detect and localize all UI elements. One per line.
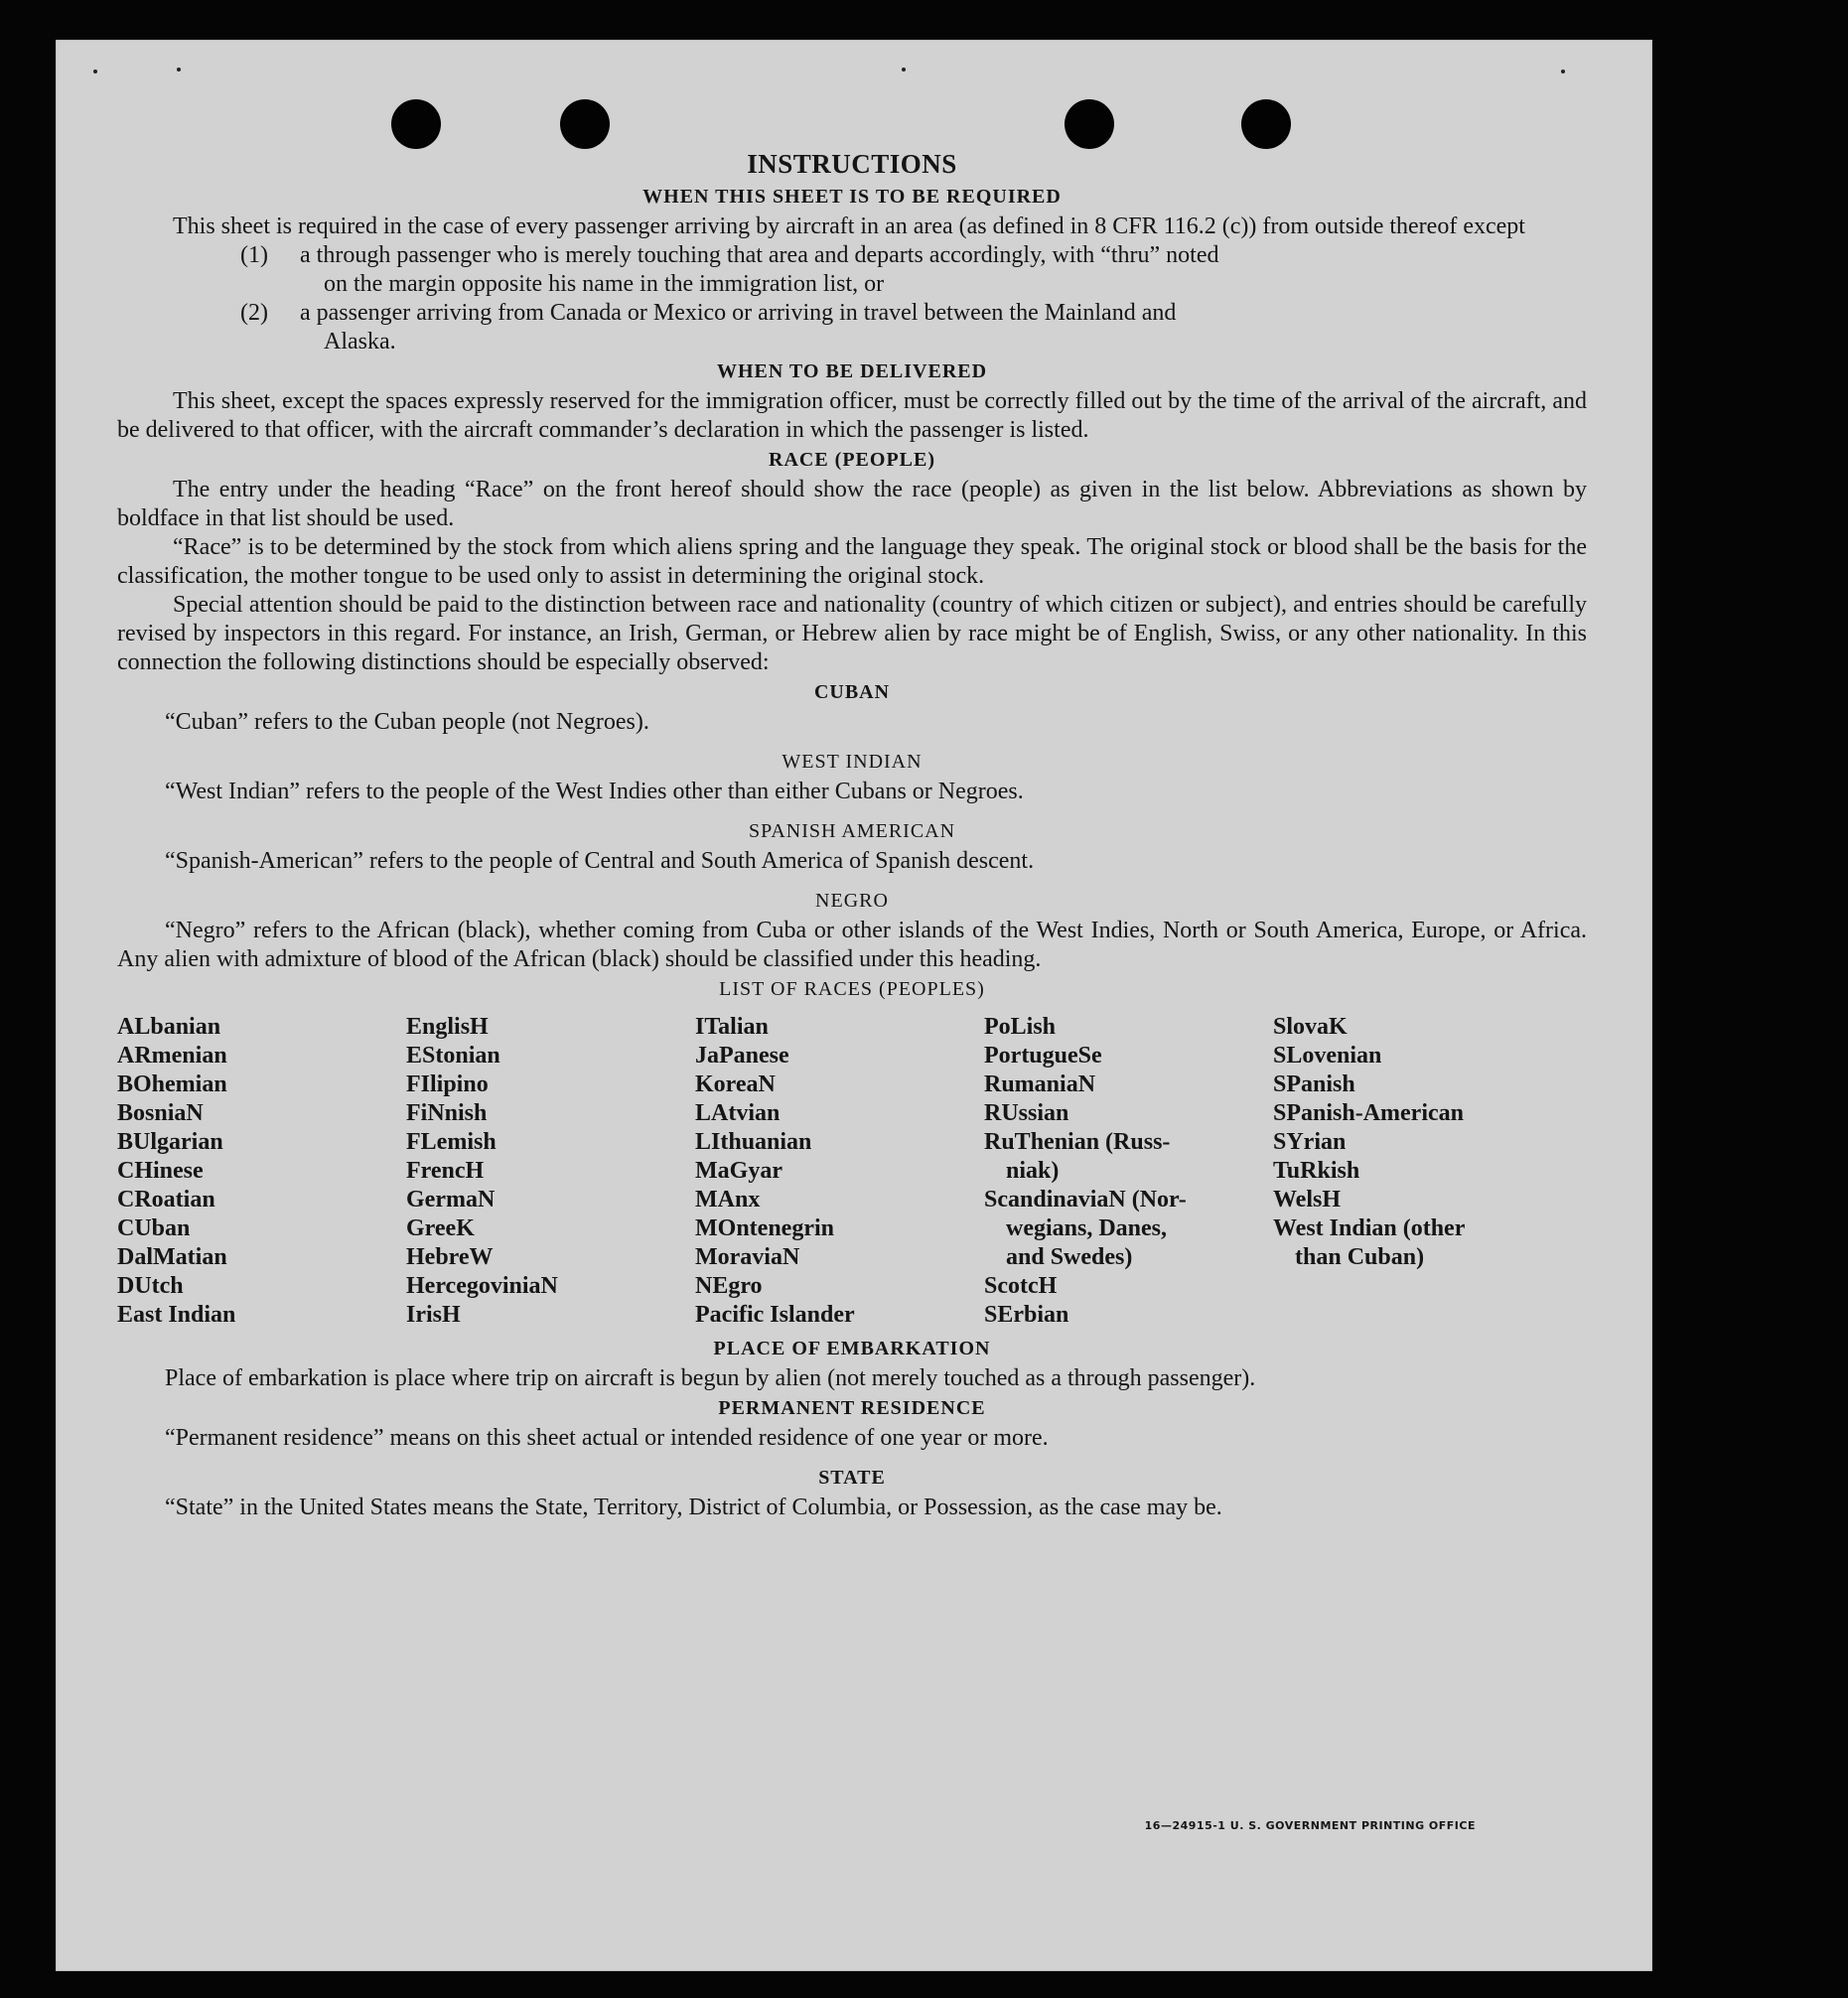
race-entry: MoraviaN [695,1244,800,1270]
heading-embarkation: PLACE OF EMBARKATION [713,1338,991,1359]
race-entry: PoLish [984,1014,1057,1040]
races-column [117,1013,406,1330]
races-column [695,1013,984,1330]
state-text: “State” in the United States means the State, Territory, District of Columbia, or Possession, as the case may be. [165,1495,1222,1520]
cuban-text: “Cuban” refers to the Cuban people (not Negroes). [165,709,649,735]
race-entry: West Indian (other [1273,1215,1466,1241]
race-entry: NEgro [695,1273,763,1299]
race-entry: SYrian [1273,1129,1347,1155]
heading-spanish-american: SPANISH AMERICAN [748,820,956,842]
races-column [984,1013,1273,1330]
race-entry: GreeK [406,1215,475,1241]
race-entry: WelsH [1273,1187,1342,1213]
race-entry: MaGyar [695,1158,782,1184]
item-number: (1) [240,242,268,268]
race-entry: CRoatian [117,1187,215,1213]
race-entry: and Swedes) [1006,1244,1133,1270]
race-entry: FLemish [406,1129,497,1155]
punch-hole [1065,99,1114,149]
race-entry: BUlgarian [117,1129,223,1155]
heading-cuban: CUBAN [813,681,891,703]
west-indian-text: “West Indian” refers to the people of the West Indies other than either Cubans or Negroes. [165,779,1024,804]
race-entry: FIlipino [406,1071,489,1097]
race-paragraph-1: The entry under the heading “Race” on the front hereof should show the race (people) as given in the list below. Abbreviations as shown by boldface in that list should be used. [117,477,1587,531]
race-entry: ITalian [695,1014,769,1040]
required-item-1 [117,241,1587,299]
embarkation-text: Place of embarkation is place where trip on aircraft is begun by alien (not merely touched as a through passenger). [165,1365,1256,1391]
race-entry: LAtvian [695,1100,781,1126]
instructions-content [117,149,1587,1522]
spanish-american-text: “Spanish-American” refers to the people of Central and South America of Spanish descent. [165,848,1035,874]
page-title: INSTRUCTIONS [747,149,957,179]
race-entry: ALbanian [117,1014,221,1040]
race-entry: SErbian [984,1302,1069,1328]
race-entry: ScandinaviaN (Nor- [984,1187,1187,1213]
race-entry: IrisH [406,1302,461,1328]
races-list [117,1013,1587,1330]
printer-imprint: 16—24915-1 U. S. GOVERNMENT PRINTING OFFICE [1144,1819,1476,1832]
heading-race: RACE (PEOPLE) [769,449,935,471]
negro-text: “Negro” refers to the African (black), whether coming from Cuba or other islands of the West Indies, North or South America, Europe, or Africa. Any alien with admixture of blood of the African (black) should be classified under this heading. [117,918,1587,972]
race-entry: PortugueSe [984,1043,1102,1069]
race-entry: CUban [117,1215,191,1241]
heading-negro: NEGRO [815,890,889,912]
race-entry: FiNnish [406,1100,488,1126]
race-entry: LIthuanian [695,1129,812,1155]
punch-hole [391,99,441,149]
race-entry: BOhemian [117,1071,227,1097]
race-entry: RuThenian (Russ- [984,1129,1171,1155]
item-text: a through passenger who is merely touching that area and departs accordingly, with “thru” noted [300,242,1219,268]
race-entry: than Cuban) [1295,1244,1425,1270]
speck [93,70,97,73]
race-entry: RumaniaN [984,1071,1096,1097]
heading-residence: PERMANENT RESIDENCE [718,1397,986,1419]
heading-delivered: WHEN TO BE DELIVERED [716,360,988,382]
heading-west-indian: WEST INDIAN [782,751,923,773]
race-entry: EnglisH [406,1014,489,1040]
race-entry: SPanish [1273,1071,1355,1097]
speck [1561,70,1565,73]
race-entry: DUtch [117,1273,184,1299]
punch-hole [560,99,610,149]
item-text: a passenger arriving from Canada or Mexico or arriving in travel between the Mainland and [300,300,1177,326]
required-intro: This sheet is required in the case of every passenger arriving by aircraft in an area (as defined in 8 CFR 116.2 (c)) from outside thereof except [173,214,1525,239]
delivered-text: This sheet, except the spaces expressly reserved for the immigration officer, must be correctly filled out by the time of the arrival of the aircraft, and be delivered to that officer, with the aircraft commander’s declaration in which the passenger is listed. [117,388,1587,443]
race-entry: HercegoviniaN [406,1273,558,1299]
punch-hole [1241,99,1291,149]
race-entry: MOntenegrin [695,1215,834,1241]
race-entry: SPanish-American [1273,1100,1464,1126]
race-entry: ScotcH [984,1273,1058,1299]
race-entry: MAnx [695,1187,761,1213]
race-entry: TuRkish [1273,1158,1360,1184]
race-entry: RUssian [984,1100,1069,1126]
race-entry: East Indian [117,1302,236,1328]
race-entry: DalMatian [117,1244,227,1270]
item-text-continued: Alaska. [324,329,396,355]
race-entry: CHinese [117,1158,204,1184]
race-entry: SLovenian [1273,1043,1382,1069]
race-entry: EStonian [406,1043,500,1069]
race-paragraph-2: “Race” is to be determined by the stock from which aliens spring and the language they speak. The original stock or blood shall be the basis for the classification, the mother tongue to be used only to assist in determining the original stock. [117,534,1587,589]
race-entry: FrencH [406,1158,485,1184]
race-entry: Pacific Islander [695,1302,855,1328]
race-paragraph-3: Special attention should be paid to the distinction between race and nationality (country of which citizen or subject), and entries should be carefully revised by inspectors in this regard. For instance, an Irish, German, or Hebrew alien by race might be of English, Swiss, or any other nationality. In this connection the following distinctions should be especially observed: [117,592,1587,675]
race-entry: GermaN [406,1187,496,1213]
item-text-continued: on the margin opposite his name in the immigration list, or [324,271,885,297]
race-entry: HebreW [406,1244,494,1270]
speck [177,68,181,71]
heading-required: WHEN THIS SHEET IS TO BE REQUIRED [642,186,1062,208]
required-item-2 [117,299,1587,357]
races-column [406,1013,695,1330]
race-entry: SlovaK [1273,1014,1348,1040]
race-entry: niak) [1006,1158,1060,1184]
race-entry: JaPanese [695,1043,789,1069]
speck [902,68,906,71]
races-column [1273,1013,1562,1330]
race-entry: BosniaN [117,1100,204,1126]
residence-text: “Permanent residence” means on this sheet actual or intended residence of one year or more. [165,1425,1049,1451]
item-number: (2) [240,300,268,326]
document-page [56,40,1652,1971]
race-entry: wegians, Danes, [1006,1215,1168,1241]
race-entry: KoreaN [695,1071,776,1097]
heading-state: STATE [818,1467,886,1489]
race-entry: ARmenian [117,1043,227,1069]
heading-list-of-races: LIST OF RACES (PEOPLES) [719,978,985,1000]
